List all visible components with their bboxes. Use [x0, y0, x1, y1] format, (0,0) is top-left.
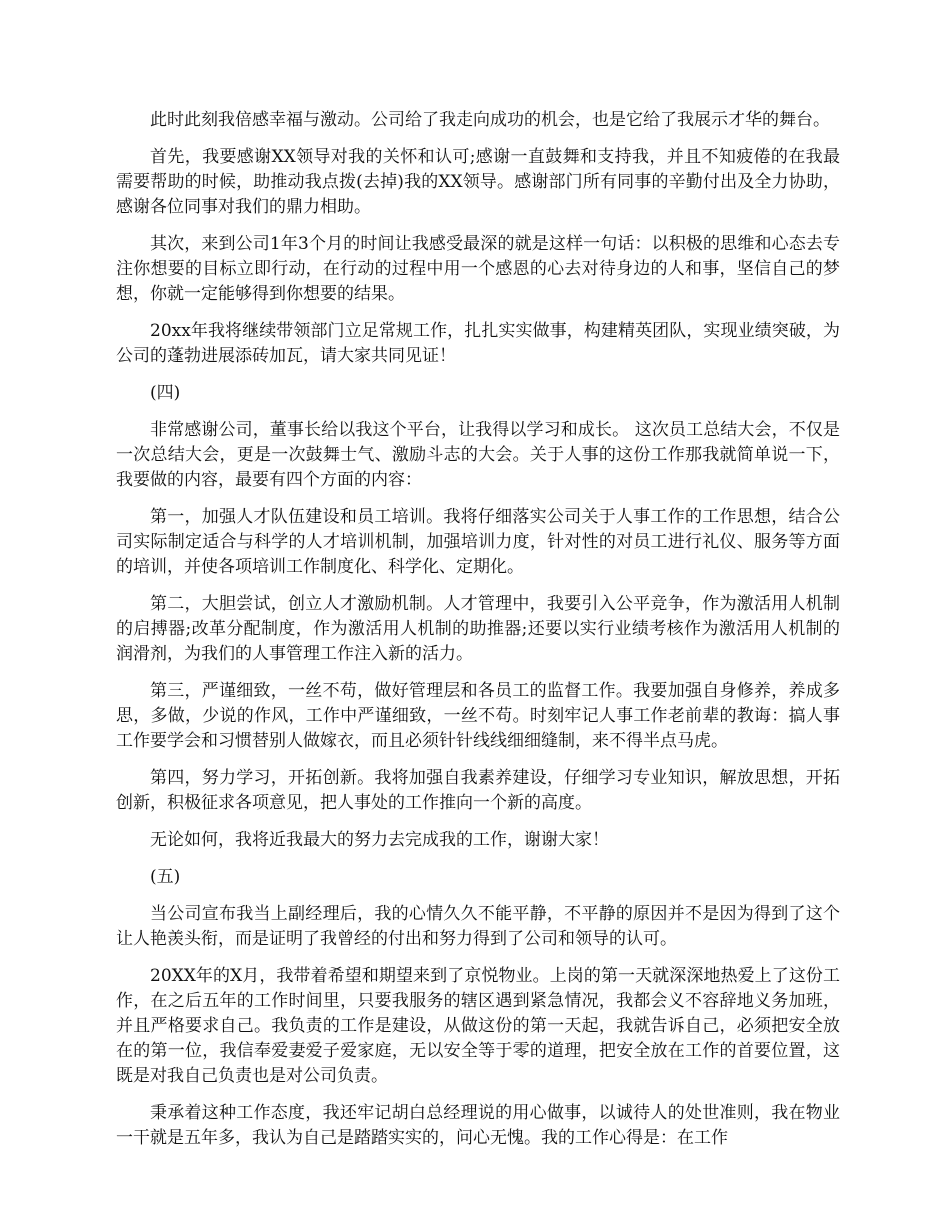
- paragraph-plan: 20xx年我将继续带领部门立足常规工作，扎扎实实做事，构建精英团队，实现业绩突破，为公司的蓬勃进展添砖加瓦，请大家共同见证！: [116, 321, 840, 366]
- paragraph-attitude: 秉承着这种工作态度，我还牢记胡白总经理说的用心做事，以诚待人的处世准则，我在物业一干就是五年多，我认为自己是踏踏实实的，问心无愧。我的工作心得是：在工作: [116, 1103, 840, 1148]
- paragraph-hr-intro: 非常感谢公司，董事长给以我这个平台，让我得以学习和成长。 这次员工总结大会，不仅是一次总结大会，更是一次鼓舞士气、激励斗志的大会。关于人事的这份工作那我就简单说一下，我要做的内容，最要有四个方面的内容：: [116, 420, 840, 490]
- paragraph-closing-thanks: 无论如何，我将近我最大的努力去完成我的工作，谢谢大家！: [150, 830, 609, 850]
- paragraph-history: 20XX年的X月，我带着希望和期望来到了京悦物业。上岗的第一天就深深地热爱上了这份工作，在之后五年的工作时间里，只要我服务的辖区遇到紧急情况，我都会义不容辞地义务加班，并且严格要求自己。我负责的工作是建设，从做这份的第一天起，我就告诉自己，必须把安全放在的第一位，我信奉爱妻爱子爱家庭，无以安全等于零的道理，把安全放在工作的首要位置，这既是对我自己负责也是对公司负责。: [116, 966, 840, 1086]
- paragraph-point-four: 第四，努力学习，开拓创新。我将加强自我素养建设，仔细学习专业知识，解放思想，开拓创新，积极征求各项意见，把人事处的工作推向一个新的高度。: [116, 768, 840, 813]
- section-heading-five: (五): [150, 867, 181, 887]
- paragraph-point-three: 第三，严谨细致，一丝不苟，做好管理层和各员工的监督工作。我要加强自身修养，养成多思，多做，少说的作风，工作中严谨细致，一丝不苟。时刻牢记人事工作老前辈的教诲：搞人事工作要学会和习惯替别人做嫁衣，而且必须针针线线细细缝制，来不得半点马虎。: [116, 681, 840, 751]
- document-body: [116, 108, 840, 1163]
- paragraph-reflection: 其次，来到公司1年3个月的时间让我感受最深的就是这样一句话：以积极的思维和心态去专注你想要的目标立即行动，在行动的过程中用一个感恩的心去对待身边的人和事，坚信自己的梦想，你就一定能够得到你想要的结果。: [116, 234, 840, 304]
- paragraph-point-two: 第二，大胆尝试，创立人才激励机制。人才管理中，我要引入公平竞争，作为激活用人机制的启搏器;改革分配制度，作为激活用人机制的助推器;还要以实行业绩考核作为激活用人机制的润滑剂，为我们的人事管理工作注入新的活力。: [116, 594, 840, 664]
- paragraph-gratitude-opening: 此时此刻我倍感幸福与激动。公司给了我走向成功的机会，也是它给了我展示才华的舞台。: [150, 110, 830, 130]
- paragraph-point-one: 第一，加强人才队伍建设和员工培训。我将仔细落实公司关于人事工作的工作思想，结合公司实际制定适合与科学的人才培训机制，加强培训力度，针对性的对员工进行礼仪、服务等方面的培训，并使各项培训工作制度化、科学化、定期化。: [116, 507, 840, 577]
- section-heading-four: (四): [150, 383, 181, 403]
- paragraph-thanks-leaders: 首先，我要感谢XX领导对我的关怀和认可;感谢一直鼓舞和支持我，并且不知疲倦的在我最需要帮助的时候，助推动我点拨(去掉)我的XX领导。感谢部门所有同事的辛勤付出及全力协助，感谢各位同事对我们的鼎力相助。: [116, 147, 840, 217]
- paragraph-promotion: 当公司宣布我当上副经理后，我的心情久久不能平静，不平静的原因并不是因为得到了这个让人艳羡头衔，而是证明了我曾经的付出和努力得到了公司和领导的认可。: [116, 904, 840, 949]
